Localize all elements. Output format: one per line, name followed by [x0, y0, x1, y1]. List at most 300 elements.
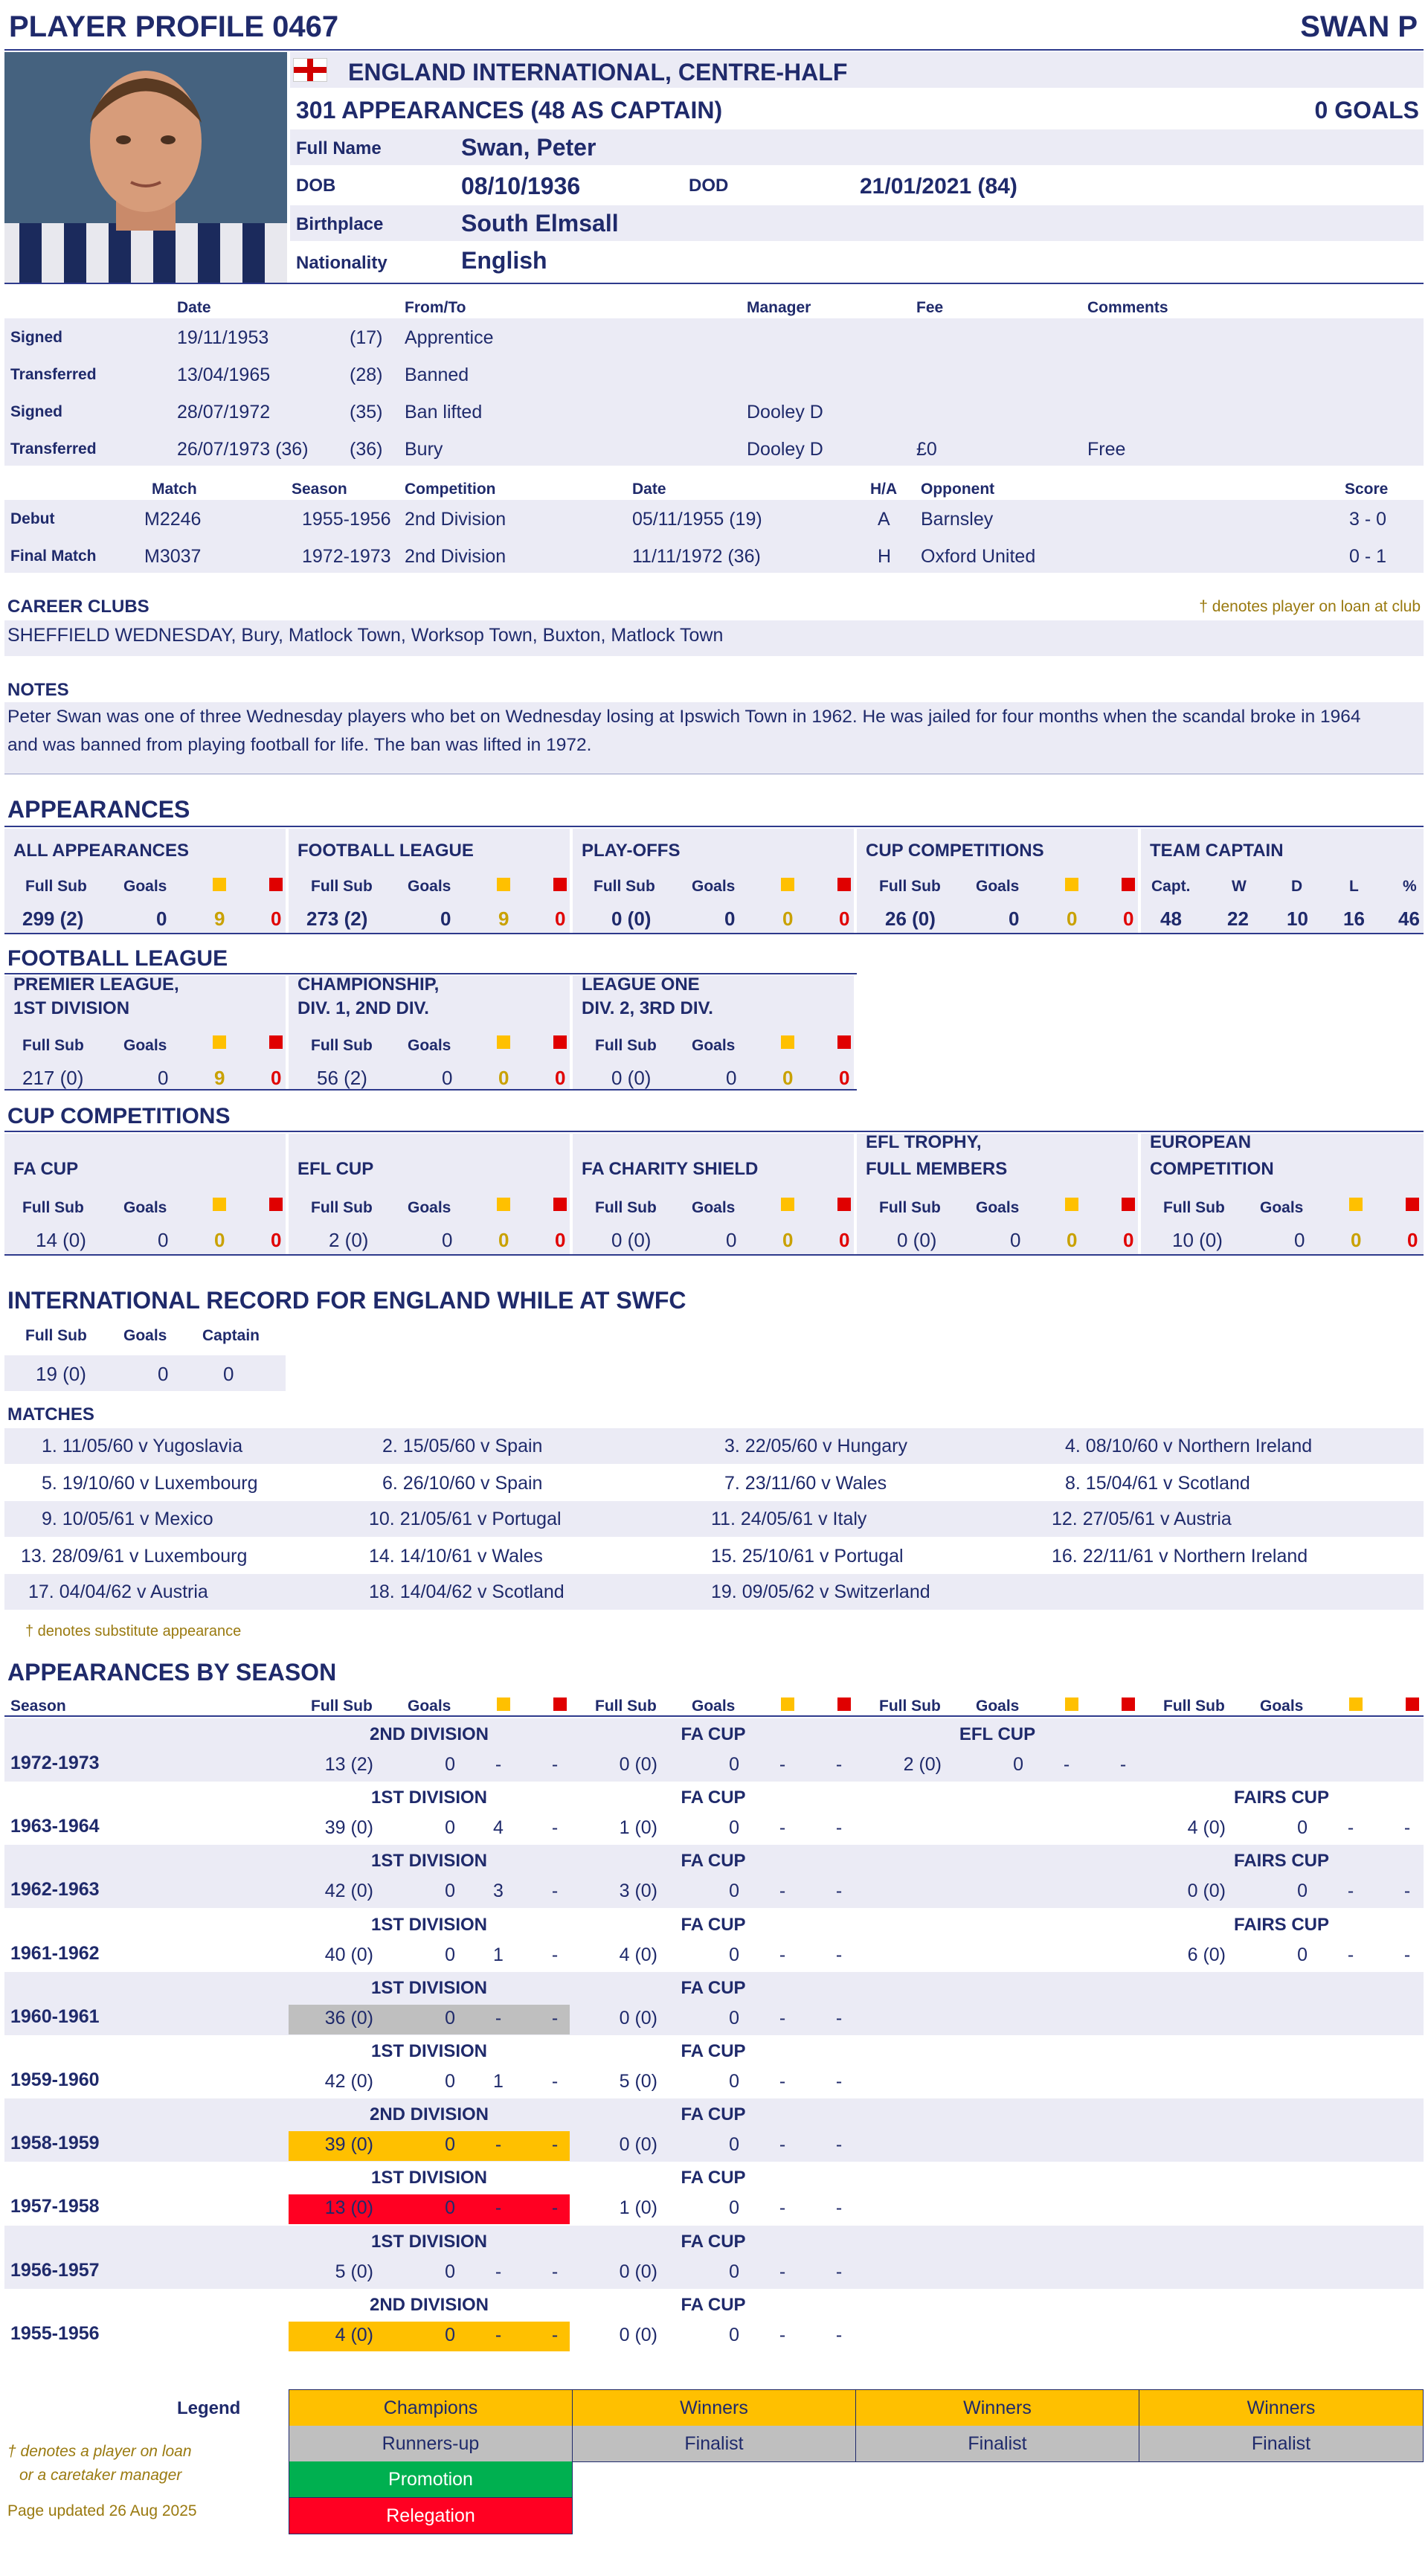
season-goals: 0 [445, 2134, 455, 2155]
match-item: 6. 26/10/60 v Spain [382, 1473, 543, 1494]
debut-header-ha: H/A [870, 481, 898, 498]
season-yellow: 3 [493, 1880, 504, 1901]
legend-relegation: Relegation [289, 2498, 573, 2534]
full-sub-label: Full Sub [311, 1199, 373, 1216]
debut-header-date: Date [632, 481, 666, 498]
international-title: INTERNATIONAL RECORD FOR ENGLAND WHILE AT SWFC [7, 1287, 686, 1314]
full-name-value: Swan, Peter [461, 134, 596, 161]
season-full: 0 (0) [619, 2261, 657, 2282]
stat-goals: 0 [724, 908, 736, 930]
goals-label: Goals [976, 1697, 1020, 1715]
stat-red: 0 [1123, 1229, 1134, 1251]
yellow-card-icon [213, 878, 226, 891]
fl-block-title1: LEAGUE ONE [582, 974, 700, 995]
yellow-card-icon [497, 1198, 510, 1211]
season-competition: 2ND DIVISION [369, 2295, 489, 2315]
appearances-rule [4, 826, 1424, 827]
season-full: 3 (0) [619, 1880, 657, 1901]
transfer-header-comments: Comments [1087, 299, 1168, 316]
season-full: 4 (0) [1187, 1817, 1226, 1838]
stat-full: 217 (0) [22, 1067, 84, 1089]
season-full: 4 (0) [335, 2325, 373, 2345]
season-competition: FA CUP [681, 1978, 746, 1998]
appearances-bottom-rule [4, 933, 1424, 934]
captain-value: 16 [1343, 908, 1365, 930]
season-goals: 0 [729, 2071, 739, 2092]
match-item: 19. 09/05/62 v Switzerland [711, 1581, 930, 1602]
stat-goals: 0 [726, 1229, 737, 1251]
red-card-icon [837, 878, 851, 891]
stat-red: 0 [839, 908, 850, 930]
season-red: - [835, 2134, 843, 2155]
season-goals: 0 [1297, 1880, 1308, 1901]
full-sub-label: Full Sub [595, 1037, 657, 1054]
match-item: 1. 11/05/60 v Yugoslavia [42, 1436, 243, 1456]
stat-goals: 0 [440, 908, 451, 930]
season-yellow: - [779, 2008, 786, 2029]
stat-block-title: FOOTBALL LEAGUE [298, 841, 474, 861]
debut-season: 1955-1956 [302, 509, 391, 530]
cup-block-title1: EFL TROPHY, [866, 1132, 982, 1152]
season-label-cell: 1955-1956 [10, 2323, 100, 2344]
stat-red: 0 [555, 1229, 566, 1251]
match-item: 9. 10/05/61 v Mexico [42, 1509, 213, 1529]
season-competition: EFL CUP [959, 1724, 1036, 1744]
debut-competition: 2nd Division [405, 509, 506, 530]
debut-header-season: Season [292, 481, 347, 498]
season-full: 5 (0) [619, 2071, 657, 2092]
season-competition: 1ST DIVISION [370, 1978, 488, 1998]
profile-rule [4, 283, 1424, 284]
season-competition: FA CUP [681, 2168, 746, 2188]
stat-block-title: CUP COMPETITIONS [866, 841, 1044, 861]
stat-goals: 0 [442, 1229, 453, 1251]
legend-champions: Champions [289, 2390, 573, 2426]
goals-label: Goals [1260, 1697, 1304, 1715]
season-yellow: - [779, 2261, 786, 2282]
dob-value: 08/10/1936 [461, 173, 581, 199]
season-goals: 0 [445, 1817, 455, 1838]
season-red: - [551, 2134, 559, 2155]
match-item: 5. 19/10/60 v Luxembourg [42, 1473, 258, 1494]
season-goals: 0 [1297, 1944, 1308, 1965]
full-sub-label: Full Sub [879, 1697, 941, 1715]
loan-note-1: † denotes a player on loan [7, 2443, 192, 2460]
goals-label: Goals [692, 1697, 736, 1715]
debut-ha: A [878, 509, 890, 530]
stat-yellow: 9 [214, 1067, 225, 1089]
yellow-card-icon [1349, 1697, 1363, 1711]
goals-label: Goals [123, 878, 167, 895]
season-competition: FA CUP [681, 2295, 746, 2315]
intl-header-goals: Goals [123, 1327, 167, 1344]
stat-red: 0 [555, 908, 566, 930]
stat-full: 26 (0) [885, 908, 936, 930]
season-competition: 2ND DIVISION [369, 1724, 489, 1744]
match-item: 18. 14/04/62 v Scotland [369, 1581, 565, 1602]
season-yellow: - [495, 2197, 502, 2218]
season-competition: 1ST DIVISION [370, 1915, 488, 1935]
season-goals: 0 [445, 1944, 455, 1965]
season-yellow: - [779, 2071, 786, 2092]
transfer-header-date: Date [177, 299, 211, 316]
season-red: - [551, 2261, 559, 2282]
yellow-card-icon [497, 878, 510, 891]
yellow-card-icon [781, 1035, 794, 1049]
captain-value: 22 [1227, 908, 1249, 930]
matches-title: MATCHES [7, 1404, 94, 1424]
season-red: - [551, 1754, 559, 1775]
season-goals: 0 [445, 2261, 455, 2282]
match-item: 13. 28/09/61 v Luxembourg [21, 1546, 248, 1567]
season-goals: 0 [1013, 1754, 1023, 1775]
stat-full: 0 (0) [897, 1229, 937, 1251]
season-full: 0 (0) [619, 2325, 657, 2345]
stat-goals: 0 [1010, 1229, 1021, 1251]
transfer-age: (35) [350, 402, 383, 423]
season-label: Season [10, 1697, 66, 1715]
season-full: 36 (0) [324, 2008, 373, 2029]
season-goals: 0 [445, 2325, 455, 2345]
season-full: 0 (0) [619, 2008, 657, 2029]
transfer-type: Transferred [10, 440, 97, 457]
season-competition: FAIRS CUP [1233, 1851, 1329, 1871]
red-card-icon [837, 1697, 851, 1711]
red-card-icon [837, 1198, 851, 1211]
season-label-cell: 1959-1960 [10, 2069, 100, 2090]
season-red: - [551, 2008, 559, 2029]
full-sub-label: Full Sub [25, 878, 87, 895]
football-league-bottom-rule [4, 1089, 857, 1091]
season-full: 0 (0) [1187, 1880, 1226, 1901]
stat-yellow: 0 [1067, 908, 1078, 930]
debut-date: 05/11/1955 (19) [632, 509, 762, 530]
debut-score: 3 - 0 [1349, 509, 1387, 530]
debut-header-match: Match [152, 481, 197, 498]
stat-yellow: 0 [782, 908, 794, 930]
cup-block-title2: COMPETITION [1150, 1159, 1274, 1179]
season-competition: 1ST DIVISION [370, 1788, 488, 1808]
goals-label: Goals [1260, 1199, 1304, 1216]
transfer-header-fromto: From/To [405, 299, 466, 316]
captain-value: 46 [1398, 908, 1420, 930]
transfer-comments: Free [1087, 439, 1126, 460]
season-goals: 0 [729, 2134, 739, 2155]
season-yellow: 1 [493, 2071, 504, 2092]
season-full: 4 (0) [619, 1944, 657, 1965]
season-goals: 0 [445, 2071, 455, 2092]
stat-red: 0 [271, 1229, 282, 1251]
yellow-card-icon [213, 1198, 226, 1211]
stat-full: 273 (2) [306, 908, 368, 930]
transfer-manager: Dooley D [747, 439, 823, 460]
season-full: 13 (2) [324, 1754, 373, 1775]
season-competition: FAIRS CUP [1233, 1915, 1329, 1935]
intl-captain: 0 [223, 1363, 234, 1385]
debut-date: 11/11/1972 (36) [632, 546, 761, 567]
season-goals: 0 [1297, 1817, 1308, 1838]
season-red: - [835, 2197, 843, 2218]
red-card-icon [837, 1035, 851, 1049]
debut-match: M3037 [144, 546, 202, 567]
red-card-icon [553, 1697, 567, 1711]
match-item: 17. 04/04/62 v Austria [28, 1581, 208, 1602]
debut-header-score: Score [1345, 481, 1389, 498]
transfer-fromto: Ban lifted [405, 402, 483, 423]
full-sub-label: Full Sub [879, 1199, 941, 1216]
match-item: 3. 22/05/60 v Hungary [724, 1436, 907, 1456]
season-red: - [835, 1754, 843, 1775]
red-card-icon [1122, 878, 1135, 891]
transfer-fromto: Apprentice [405, 327, 494, 348]
full-sub-label: Full Sub [595, 1697, 657, 1715]
stat-full: 56 (2) [317, 1067, 367, 1089]
match-item: 2. 15/05/60 v Spain [382, 1436, 543, 1456]
stat-full: 299 (2) [22, 908, 84, 930]
season-red: - [1403, 1880, 1411, 1901]
debut-type: Final Match [10, 547, 97, 565]
stat-full: 0 (0) [611, 1067, 652, 1089]
captain-value: 48 [1160, 908, 1182, 930]
season-label-cell: 1963-1964 [10, 1816, 100, 1837]
goals-label: Goals [692, 1199, 736, 1216]
season-yellow: 4 [493, 1817, 504, 1838]
season-goals: 0 [729, 1754, 739, 1775]
yellow-card-icon [1349, 1198, 1363, 1211]
season-yellow: - [495, 2008, 502, 2029]
fl-block-title2: 1ST DIVISION [13, 998, 130, 1018]
season-label-cell: 1972-1973 [10, 1753, 100, 1773]
season-yellow: - [1347, 1880, 1354, 1901]
season-yellow: - [779, 2325, 786, 2345]
player-photo [4, 52, 287, 283]
stat-full: 10 (0) [1172, 1229, 1223, 1251]
season-red: - [835, 2261, 843, 2282]
season-goals: 0 [729, 2008, 739, 2029]
stat-yellow: 0 [1067, 1229, 1078, 1251]
season-goals: 0 [445, 1754, 455, 1775]
season-red: - [1403, 1817, 1411, 1838]
season-red: - [835, 1880, 843, 1901]
red-card-icon [269, 1035, 283, 1049]
legend-winners: Winners [1139, 2390, 1423, 2426]
season-label-cell: 1961-1962 [10, 1943, 100, 1964]
cup-block-title2: FA CUP [13, 1159, 79, 1179]
stat-goals: 0 [442, 1067, 453, 1089]
yellow-card-icon [781, 1198, 794, 1211]
debut-score: 0 - 1 [1349, 546, 1387, 567]
cup-competitions-title: CUP COMPETITIONS [7, 1104, 231, 1128]
stat-red: 0 [1407, 1229, 1418, 1251]
season-label-cell: 1962-1963 [10, 1879, 100, 1900]
transfer-age: (28) [350, 364, 383, 385]
football-league-title: FOOTBALL LEAGUE [7, 946, 228, 971]
intl-header-fullsub: Full Sub [25, 1327, 87, 1344]
fl-block-title1: PREMIER LEAGUE, [13, 974, 179, 995]
season-yellow: - [495, 2261, 502, 2282]
season-full: 0 (0) [619, 2134, 657, 2155]
stat-goals: 0 [158, 1067, 169, 1089]
season-red: - [551, 2197, 559, 2218]
season-red: - [835, 2071, 843, 2092]
season-yellow: - [495, 1754, 502, 1775]
nationality-label: Nationality [296, 253, 387, 273]
goals-label: Goals [408, 1697, 451, 1715]
season-red: - [835, 2325, 843, 2345]
legend-winners: Winners [856, 2390, 1139, 2426]
legend-finalist: Finalist [856, 2426, 1139, 2461]
stat-yellow: 9 [498, 908, 509, 930]
season-yellow: - [779, 1944, 786, 1965]
season-full: 39 (0) [324, 2134, 373, 2155]
stat-goals: 0 [1009, 908, 1020, 930]
season-red: - [551, 2071, 559, 2092]
season-competition: 1ST DIVISION [370, 2168, 488, 2188]
season-competition: 1ST DIVISION [370, 2041, 488, 2061]
stat-full: 2 (0) [329, 1229, 369, 1251]
stat-block-title: PLAY-OFFS [582, 841, 681, 861]
match-item: 7. 23/11/60 v Wales [724, 1473, 887, 1494]
loan-note-2: or a caretaker manager [19, 2467, 182, 2484]
debut-ha: H [878, 546, 892, 567]
season-competition: 1ST DIVISION [370, 1851, 488, 1871]
full-sub-label: Full Sub [22, 1199, 84, 1216]
full-name-label: Full Name [296, 138, 382, 158]
match-item: 10. 21/05/61 v Portugal [369, 1509, 562, 1529]
season-red: - [1119, 1754, 1127, 1775]
season-competition: 1ST DIVISION [370, 2232, 488, 2252]
legend-title: Legend [177, 2398, 241, 2418]
transfer-age: (17) [350, 327, 383, 348]
season-competition: FA CUP [681, 1788, 746, 1808]
stat-red: 0 [271, 1067, 282, 1089]
transfer-fee: £0 [916, 439, 937, 460]
season-yellow: - [1063, 1754, 1070, 1775]
notes-title: NOTES [7, 680, 69, 700]
season-full: 5 (0) [335, 2261, 373, 2282]
goals-label: Goals [692, 1037, 736, 1054]
goals-label: Goals [123, 1037, 167, 1054]
stat-yellow: 0 [782, 1067, 794, 1089]
goals-label: Goals [408, 878, 451, 895]
season-full: 13 (0) [324, 2197, 373, 2218]
captain-header: Capt. [1151, 878, 1191, 895]
legend-winners: Winners [573, 2390, 856, 2426]
season-red: - [835, 2008, 843, 2029]
captain-header: L [1349, 878, 1359, 895]
season-yellow: - [495, 2325, 502, 2345]
red-card-icon [553, 878, 567, 891]
goals-label: Goals [976, 878, 1020, 895]
season-yellow: - [779, 1880, 786, 1901]
transfer-header-manager: Manager [747, 299, 811, 316]
debut-opponent: Oxford United [921, 546, 1036, 567]
career-title: CAREER CLUBS [7, 597, 149, 617]
dob-label: DOB [296, 176, 336, 196]
stat-red: 0 [1123, 908, 1134, 930]
transfer-type: Transferred [10, 366, 97, 383]
notes-line-2: and was banned from playing football for life. The ban was lifted in 1972. [7, 735, 592, 755]
full-sub-label: Full Sub [22, 1037, 84, 1054]
stat-red: 0 [839, 1067, 850, 1089]
transfer-date: 26/07/1973 (36) [177, 439, 309, 460]
debut-header-opponent: Opponent [921, 481, 995, 498]
red-card-icon [1122, 1697, 1135, 1711]
intl-goals: 0 [158, 1363, 169, 1385]
notes-line-1: Peter Swan was one of three Wednesday players who bet on Wednesday losing at Ipswich Town in 1962. He was jailed for four months when the scandal broke in 1964 [7, 707, 1361, 727]
yellow-card-icon [1065, 1697, 1078, 1711]
stat-yellow: 0 [1351, 1229, 1362, 1251]
season-yellow: - [779, 2134, 786, 2155]
season-red: - [551, 2325, 559, 2345]
legend-runners-up: Runners-up [289, 2426, 573, 2461]
season-competition: FA CUP [681, 2232, 746, 2252]
season-goals: 0 [729, 2325, 739, 2345]
fullname-band [290, 129, 1424, 165]
nationality-value: English [461, 247, 547, 274]
season-goals: 0 [445, 2197, 455, 2218]
career-clubs: SHEFFIELD WEDNESDAY, Bury, Matlock Town, Worksop Town, Buxton, Matlock Town [7, 625, 724, 646]
match-item: 8. 15/04/61 v Scotland [1065, 1473, 1250, 1494]
season-goals: 0 [729, 2197, 739, 2218]
debut-season: 1972-1973 [302, 546, 391, 567]
stat-full: 0 (0) [611, 908, 652, 930]
substitute-note: † denotes substitute appearance [25, 1623, 242, 1639]
goals-label: Goals [123, 1199, 167, 1216]
debut-type: Debut [10, 510, 55, 527]
season-label-cell: 1956-1957 [10, 2260, 100, 2281]
season-full: 40 (0) [324, 1944, 373, 1965]
season-label-cell: 1957-1958 [10, 2196, 100, 2217]
england-flag-icon [293, 58, 327, 82]
red-card-icon [553, 1198, 567, 1211]
stat-full: 14 (0) [36, 1229, 86, 1251]
intl-apps: 19 (0) [36, 1363, 86, 1385]
transfer-type: Signed [10, 403, 63, 420]
stat-yellow: 0 [498, 1229, 509, 1251]
cup-bottom-rule [4, 1254, 1424, 1256]
stat-goals: 0 [156, 908, 167, 930]
red-card-icon [553, 1035, 567, 1049]
full-sub-label: Full Sub [1163, 1697, 1225, 1715]
fl-block-title2: DIV. 2, 3RD DIV. [582, 998, 713, 1018]
season-label-cell: 1958-1959 [10, 2133, 100, 2153]
match-item: 4. 08/10/60 v Northern Ireland [1065, 1436, 1313, 1456]
goals-label: Goals [692, 878, 736, 895]
season-yellow: - [1347, 1817, 1354, 1838]
transfer-manager: Dooley D [747, 402, 823, 423]
legend-finalist: Finalist [1139, 2426, 1423, 2461]
player-role: ENGLAND INTERNATIONAL, CENTRE-HALF [348, 59, 848, 86]
season-red: - [551, 1817, 559, 1838]
stat-red: 0 [839, 1229, 850, 1251]
season-red: - [1403, 1944, 1411, 1965]
season-competition: FAIRS CUP [1233, 1788, 1329, 1808]
full-sub-label: Full Sub [311, 1697, 373, 1715]
stat-yellow: 0 [782, 1229, 794, 1251]
yellow-card-icon [1065, 1198, 1078, 1211]
stat-goals: 0 [158, 1229, 169, 1251]
dod-label: DOD [689, 176, 729, 196]
transfer-date: 19/11/1953 [177, 327, 269, 348]
match-item: 14. 14/10/61 v Wales [369, 1546, 543, 1567]
cup-block-title1: EUROPEAN [1150, 1132, 1252, 1152]
transfer-fromto: Banned [405, 364, 469, 385]
legend-finalist: Finalist [573, 2426, 856, 2461]
stat-yellow: 0 [498, 1067, 509, 1089]
match-item: 15. 25/10/61 v Portugal [711, 1546, 904, 1567]
full-sub-label: Full Sub [595, 1199, 657, 1216]
